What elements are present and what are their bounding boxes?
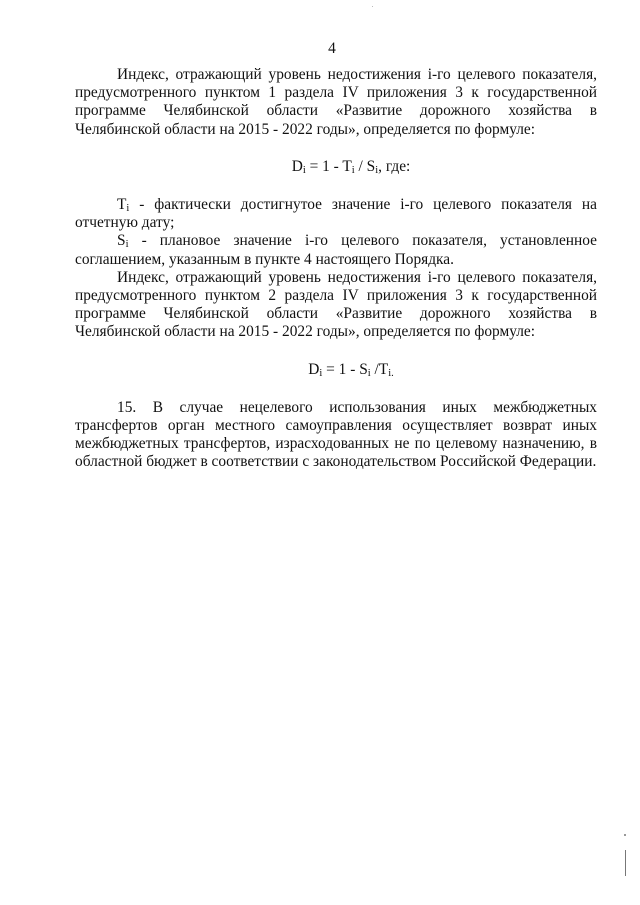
formula-1-t-sub: i — [351, 164, 355, 176]
definition-t — [75, 196, 597, 232]
definition-t-sub: i — [126, 203, 130, 215]
formula-2-eq: = 1 - S — [322, 360, 368, 378]
formula-2-d-sub: i — [319, 367, 323, 379]
definition-t-symbol: T — [117, 196, 127, 214]
scan-edge-mark — [625, 850, 626, 876]
scan-speck — [624, 834, 626, 836]
definition-s-sub: i — [125, 239, 129, 251]
definition-t-text: - фактически достигнутое значение i-го целевого показателя на отчетную дату; — [75, 196, 597, 232]
formula-1-d: D — [291, 157, 303, 175]
formula-1-d-sub: i — [302, 164, 306, 176]
formula-1-eq: = 1 - T — [305, 157, 352, 175]
formula-1-tail: , где: — [378, 157, 411, 175]
definition-s-symbol: S — [117, 232, 126, 250]
formula-1-s-sub: i — [375, 164, 379, 176]
paragraph-index-1: Индекс, отражающий уровень недостижения i-го целевого показателя, предусмотренного пунктом 1 раздела IV приложения 3 к государственной программе Челябинской области «Развитие дорожного хозяйства в Челябинской области на 2015 - 2022 годы», определяется по формуле: — [75, 66, 597, 138]
definition-s-text: - плановое значение i-го целевого показателя, установленное соглашением, указанным в пункте 4 настоящего Порядка. — [75, 232, 597, 268]
scan-speck — [372, 6, 373, 7]
paragraph-index-2: Индекс, отражающий уровень недостижения i-го целевого показателя, предусмотренного пунктом 2 раздела IV приложения 3 к государственной программе Челябинской области «Развитие дорожного хозяйства в Челябинской области на 2015 - 2022 годы», определяется по формуле: — [75, 268, 597, 341]
formula-2-s-sub: i — [367, 367, 371, 379]
formula-1 — [105, 158, 597, 176]
formula-2-t-sub: i. — [388, 367, 394, 379]
formula-2-mid: /T — [370, 360, 389, 378]
formula-2 — [105, 361, 597, 379]
definition-s — [75, 232, 597, 268]
paragraph-15: 15. В случае нецелевого использования иных межбюджетных трансфертов орган местного самоуправления осуществляет возврат иных межбюджетных трансфертов, израсходованных не по целевому назначению, в областной бюджет в соответствии с законодательством Российской Федерации. — [75, 398, 597, 471]
formula-1-mid: / S — [354, 157, 376, 175]
document-body — [75, 66, 597, 472]
page-number: 4 — [328, 40, 336, 57]
formula-2-d: D — [308, 360, 320, 378]
